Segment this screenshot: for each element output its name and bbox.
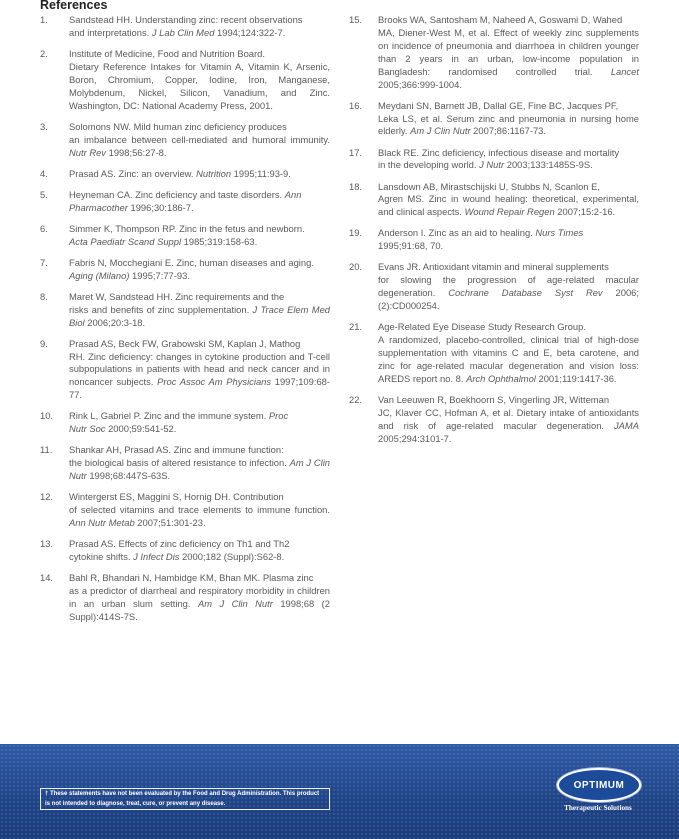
reference-text: RH. Zinc deficiency: changes in cytokine production and T-cell subpopulations in patients with head and neck cancer and in noncancer subjects. [69,350,330,388]
reference-journal: Proc [268,410,289,422]
reference-citation: 1998;56:27-8. [106,146,167,158]
reference-text: an imbalance between cell-mediated and humoral immunity. [69,133,330,145]
reference-journal: J Trace Elem Med Biol [69,303,331,328]
reference-text: and interpretations. [69,26,152,38]
reference-body [69,423,330,436]
reference-journal: Ann Nutr Metab [69,517,135,529]
reference-text: for slowing the progression of age-related macular degeneration. [378,274,639,299]
reference-item [40,444,330,483]
reference-body [378,113,639,139]
reference-journal: Arch Ophthalmol [466,372,536,384]
reference-journal: Cochrane Database Syst Rev [448,287,603,299]
reference-item [349,147,639,173]
reference-item [40,538,330,564]
reference-authors: Simmer K, Thompson RP. Zinc in the fetus and newborn. [69,222,305,234]
reference-text: Leka LS, et al. Serum zinc and pneumonia in nursing home elderly. [378,112,639,137]
reference-journal: Proc Assoc Am Physicians [157,376,272,388]
reference-first-line [378,227,639,240]
reference-text: of selected vitamins and trace elements to immune function. [69,504,330,516]
reference-number: 10. [40,410,54,422]
reference-citation: 1995;7:77-93. [129,269,190,281]
reference-citation: 1995;11:93-9. [231,167,291,179]
reference-number: 20. [349,261,363,273]
reference-item [40,223,330,249]
reference-authors: Shankar AH, Prasad AS. Zinc and immune function: [69,444,284,456]
references-left-column [40,14,330,632]
reference-citation: 1998;68 (2 Suppl):414S-7S. [69,597,330,622]
reference-first-line [378,181,639,194]
reference-citation: 2000;182 (Suppl):S62-8. [179,551,285,563]
reference-journal: Am J Clin Nutr [410,125,471,137]
reference-number: 4. [40,167,48,179]
reference-first-line [378,394,639,407]
reference-item [349,14,639,91]
reference-item [40,257,330,283]
reference-journal: Nutrition [196,167,232,179]
reference-authors: Age-Related Eye Disease Study Research Group. [378,321,586,333]
reference-number: 2. [40,48,48,59]
reference-body [69,504,330,530]
reference-item [40,14,330,40]
reference-number: 7. [40,256,48,268]
reference-citation: 2007;86:1167-73. [470,125,546,137]
reference-item [40,338,330,403]
reference-citation: 2001;119:1417-36. [535,372,617,384]
reference-text: in the developing world. [378,159,480,171]
reference-first-line [69,257,330,270]
reference-number: 1. [40,14,48,25]
reference-first-line [69,121,330,134]
reference-body [69,551,330,564]
reference-first-line [69,444,330,457]
reference-authors: Lansdown AB, Mirastschijski U, Stubbs N, Scanlon E, [378,180,600,192]
reference-journal: J Lab Clin Med [151,26,215,38]
reference-authors: Anderson I. Zinc as an aid to healing. [378,227,536,239]
reference-citation: 2007;51:301-23. [134,517,206,529]
reference-citation: 2007;15:2-16. [554,206,616,218]
reference-text: MA, Diener-West M, et al. Effect of weekly zinc supplements on incidence of pneumonia and diarrhoea in children younger than 2 years in an urban, low-income population in Bangladesh: randomised controlled trial. [378,26,639,77]
reference-authors: Prasad AS, Beck FW, Grabowski SM, Kaplan J, Mathog [69,337,301,349]
reference-journal: J Infect Dis [133,551,180,563]
reference-body [69,585,330,624]
reference-journal: J Nutr [479,159,505,171]
reference-first-line [69,538,330,551]
reference-body [69,351,330,403]
reference-first-line [69,14,330,27]
reference-authors: Black RE. Zinc deficiency, infectious disease and mortality [378,146,620,158]
logo-oval-badge [557,768,641,802]
reference-first-line [69,48,330,61]
reference-journal: Acta Paediatr Scand Suppl [69,235,182,247]
reference-authors: Wintergerst ES, Maggini S, Hornig DH. Contribution [69,491,284,503]
reference-item [349,321,639,386]
reference-authors: Evans JR. Antioxidant vitamin and mineral supplements [378,261,609,273]
reference-text: as a predictor of diarrheal and respiratory morbidity in children in an urban slum setting. [69,585,330,609]
reference-text: Dietary Reference Intakes for Vitamin A, Vitamin K, Arsenic, Boron, Chromium, Copper, Iodine, Iron, Manganese, Molybdenum, Nickel, Silicon, Vanadium, and Zinc. Washington, DC: National Academy Press, 2001. [69,60,330,111]
reference-citation: 2000;59:541-52. [105,423,177,435]
reference-body [69,236,330,249]
reference-journal: Am J Clin Nutr [197,597,273,609]
reference-item [40,168,330,181]
reference-item [40,291,330,330]
reference-authors: Prasad AS. Zinc: an overview. [69,167,197,179]
reference-number: 17. [349,146,363,158]
reference-journal: Nurs Times [535,227,584,239]
reference-authors: Fabris N, Mocchegiani E. Zinc, human diseases and aging. [69,256,314,268]
reference-citation: 2003;133:1485S-9S. [504,159,593,171]
reference-item [349,181,639,220]
reference-body [69,202,330,215]
reference-first-line [69,223,330,236]
reference-journal: Ann [284,188,302,200]
reference-number: 9. [40,337,48,349]
reference-number: 22. [349,393,363,405]
reference-body [378,407,639,446]
reference-item [349,100,639,139]
reference-number: 18. [349,180,363,192]
reference-number: 13. [40,538,54,550]
reference-first-line [69,572,330,585]
reference-authors: Institute of Medicine, Food and Nutrition Board. [69,48,265,59]
reference-authors: Van Leeuwen R, Boekhoorn S, Vingerling JR, Witteman [378,393,610,405]
reference-citation: 1997;109:68-77. [69,376,330,401]
reference-body [69,27,330,40]
reference-authors: Rink L, Gabriel P. Zinc and the immune system. [69,410,269,422]
reference-item [40,491,330,530]
logo-wordmark: OPTIMUM [573,779,625,791]
reference-body [69,457,330,483]
reference-body [378,159,639,172]
reference-body [69,270,330,283]
reference-item [349,261,639,313]
reference-body [69,304,330,330]
reference-first-line [378,261,639,274]
reference-text: Agren MS. Zinc in wound healing: theoretical, experimental, and clinical aspects. [378,193,639,218]
fda-disclaimer: † These statements have not been evaluated by the Food and Drug Administration. This product is not intended to diagnose, treat, cure, or prevent any disease. [40,788,330,810]
reference-authors: Maret W, Sandstead HH. Zinc requirements and the [69,290,285,302]
reference-citation: 2006;20:3-18. [84,316,146,328]
reference-text: JC, Klaver CC, Hofman A, et al. Dietary intake of antioxidants and risk of age-related macular degeneration. [378,406,639,431]
reference-citation: 1985;319:158-63. [181,235,258,247]
reference-number: 11. [40,444,53,456]
reference-first-line [378,321,639,334]
reference-citation: 2006;(2):CD000254. [378,287,639,312]
reference-item [40,410,330,436]
reference-body [69,134,330,160]
reference-body [378,240,639,253]
reference-journal: Am J Clin Nutr [69,457,330,482]
reference-citation: 2005;294:3101-7. [378,432,452,444]
reference-citation: 2005;366:999-1004. [378,78,462,90]
reference-first-line [69,291,330,304]
references-heading: References [40,0,108,12]
reference-first-line [378,147,639,160]
reference-number: 5. [40,188,48,200]
reference-citation: 1998;68:447S-63S. [86,470,171,482]
reference-text: risks and benefits of zinc supplementation. [69,303,253,315]
reference-first-line [69,338,330,351]
reference-journal: Lancet [610,65,639,77]
reference-authors: Bahl R, Bhandari N, Hambidge KM, Bhan MK. Plasma zinc [69,572,314,584]
reference-authors: Solomons NW. Mild human zinc deficiency produces [69,120,287,132]
footer-band [0,744,679,839]
reference-journal: JAMA [613,419,639,431]
references-right-column [349,14,639,454]
reference-citation: 1994;124:322-7. [214,26,286,38]
reference-item [40,572,330,624]
reference-number: 12. [40,491,54,503]
reference-number: 6. [40,222,48,234]
optimum-logo [553,764,643,816]
reference-body [378,27,639,92]
logo-tagline: Therapeutic Solutions [564,804,632,812]
reference-authors: Heyneman CA. Zinc deficiency and taste disorders. [69,188,285,200]
reference-first-line [69,410,330,423]
reference-number: 3. [40,120,48,132]
reference-number: 21. [349,321,363,333]
reference-journal: Nutr Rev [69,146,106,158]
reference-first-line [378,100,639,113]
reference-authors: Sandstead HH. Understanding zinc: recent observations [69,14,303,25]
reference-number: 19. [349,227,363,239]
reference-authors: Meydani SN, Barnett JB, Dallal GE, Fine BC, Jacques PF, [378,99,619,111]
reference-body [69,61,330,113]
reference-citation: 1995;91:68, 70. [378,240,444,252]
reference-authors: Prasad AS. Effects of zinc deficiency on Th1 and Th2 [69,538,290,550]
reference-text: cytokine shifts. [69,551,134,563]
reference-item [349,227,639,253]
reference-journal: Nutr Soc [69,423,106,435]
reference-item [40,48,330,113]
reference-item [40,121,330,160]
reference-authors: Brooks WA, Santosham M, Naheed A, Goswami D, Wahed [378,14,623,25]
reference-number: 16. [349,99,363,111]
reference-number: 14. [40,572,54,584]
reference-journal: Aging (Milano) [69,269,130,281]
reference-number: 15. [349,14,363,25]
reference-text: A randomized, placebo-controlled, clinical trial of high-dose supplementation with vitamins C and E, beta carotene, and zinc for age-related macular degeneration and vision loss: AREDS report no. 8. [378,334,639,384]
reference-first-line [69,491,330,504]
reference-journal: Wound Repair Regen [464,206,555,218]
reference-journal: Pharmacother [69,201,128,213]
reference-citation: 1996;30:186-7. [127,201,194,213]
reference-item [349,394,639,446]
reference-body [378,334,639,386]
reference-item [40,189,330,215]
reference-body [378,274,639,313]
reference-first-line [69,189,330,202]
reference-first-line [69,168,330,181]
reference-text: the biological basis of altered resistance to infection. [69,457,290,469]
reference-first-line [378,14,639,27]
reference-body [378,193,639,219]
reference-number: 8. [40,290,48,302]
